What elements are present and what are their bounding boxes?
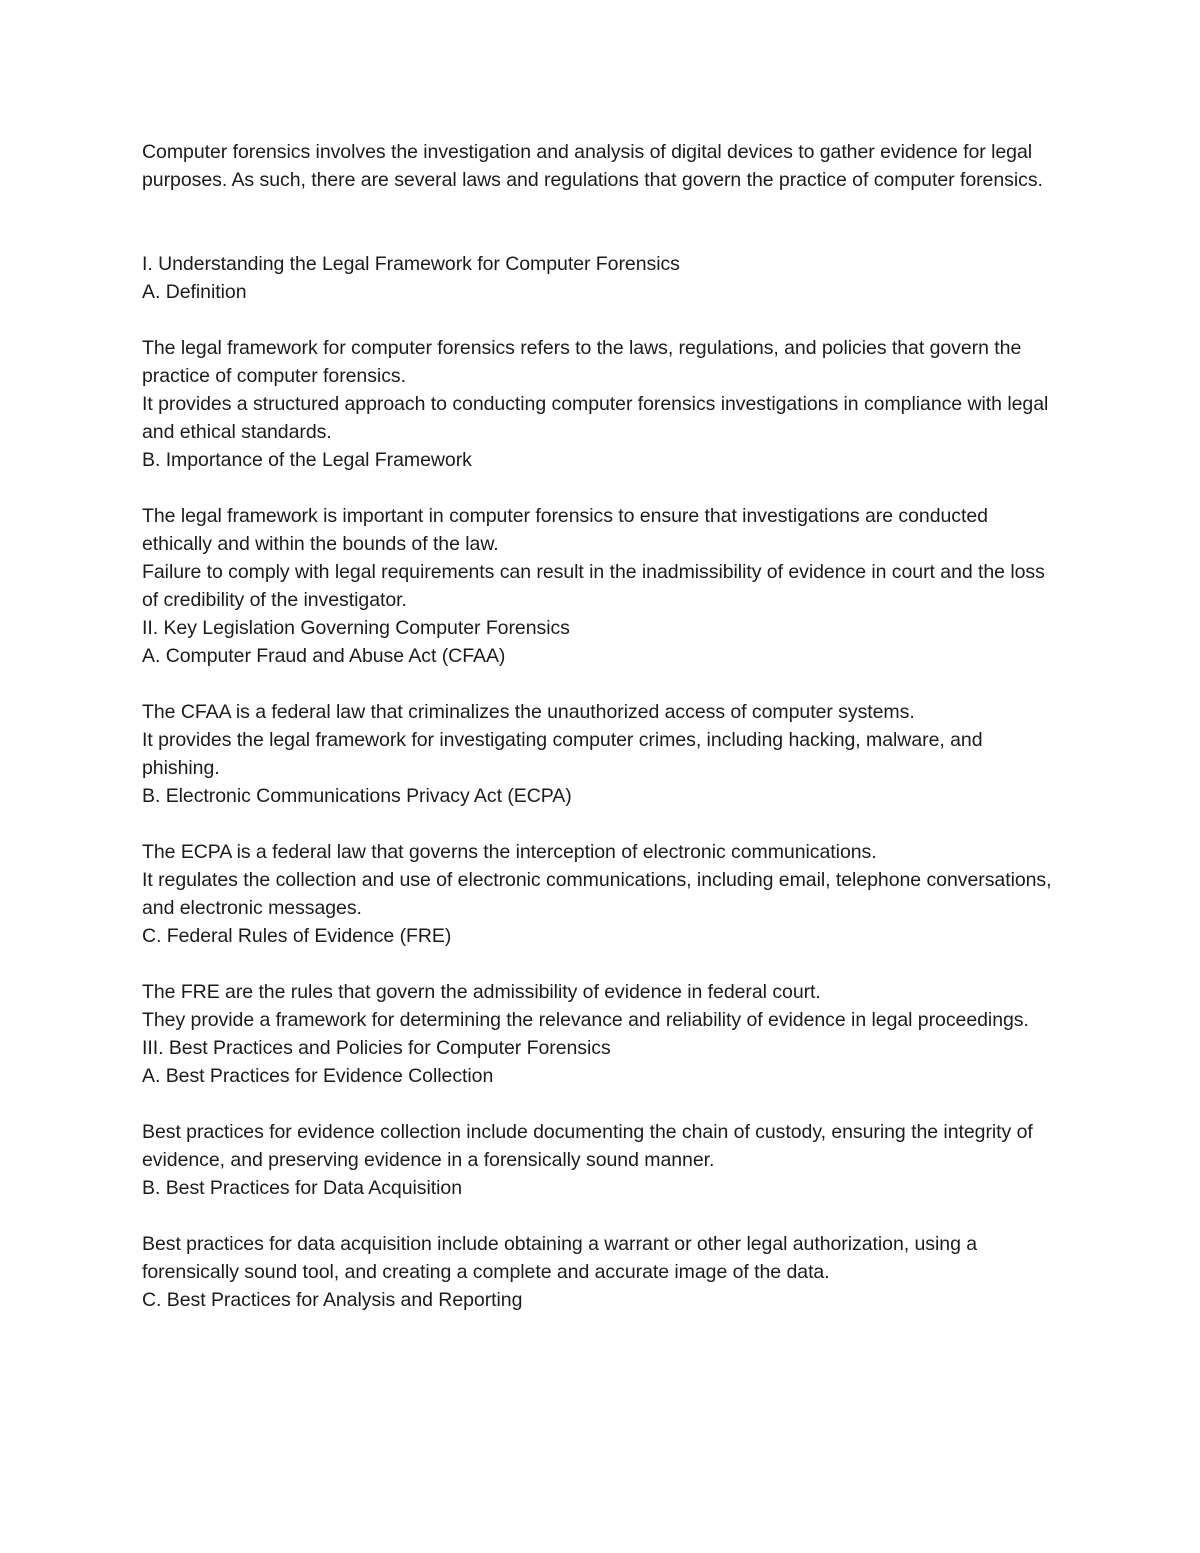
section-3-body-b-block [142,1230,1058,1314]
section-1-body-b-line-2: Failure to comply with legal requirements can result in the inadmissibility of evidence in court and the loss of credibility of the investigator. [142,561,1045,611]
section-2-body-c-block [142,978,1058,1090]
intro-paragraph-block [142,138,1058,194]
section-3-sub-b-heading: B. Best Practices for Data Acquisition [142,1177,462,1199]
section-3-body-a-block [142,1118,1058,1202]
section-1-body-a-line-1: The legal framework for computer forensics refers to the laws, regulations, and policies that govern the practice of computer forensics. [142,337,1022,387]
section-2-body-a-block [142,698,1058,810]
section-3-roman-heading: III. Best Practices and Policies for Computer Forensics [142,1037,611,1059]
section-1-heading-block [142,250,1058,306]
document-body [142,138,1058,1314]
section-3-sub-c-heading: C. Best Practices for Analysis and Reporting [142,1289,523,1311]
section-1-body-a-block [142,334,1058,474]
section-1-sub-b-heading: B. Importance of the Legal Framework [142,449,472,471]
section-1-body-b-block [142,502,1058,670]
section-2-sub-b-heading: B. Electronic Communications Privacy Act (ECPA) [142,785,572,807]
intro-paragraph: Computer forensics involves the investigation and analysis of digital devices to gather evidence for legal purposes. As such, there are several laws and regulations that govern the practice of computer forensics. [142,141,1043,191]
section-2-body-b-block [142,838,1058,950]
section-3-sub-a-heading: A. Best Practices for Evidence Collection [142,1065,494,1087]
section-2-body-b-line-1: The ECPA is a federal law that governs the interception of electronic communications. [142,841,877,863]
section-3-body-b-line-1: Best practices for data acquisition include obtaining a warrant or other legal authorization, using a forensically sound tool, and creating a complete and accurate image of the data. [142,1233,978,1283]
section-1-sub-a-heading: A. Definition [142,281,247,303]
section-2-roman-heading: II. Key Legislation Governing Computer Forensics [142,617,570,639]
section-2-body-b-line-2: It regulates the collection and use of electronic communications, including email, telephone conversations, and electronic messages. [142,869,1052,919]
section-1-body-a-line-2: It provides a structured approach to conducting computer forensics investigations in compliance with legal and ethical standards. [142,393,1049,443]
section-1-roman-heading: I. Understanding the Legal Framework for Computer Forensics [142,253,680,275]
section-2-sub-a-heading: A. Computer Fraud and Abuse Act (CFAA) [142,645,506,667]
section-2-body-c-line-1: The FRE are the rules that govern the admissibility of evidence in federal court. [142,981,821,1003]
section-2-body-a-line-1: The CFAA is a federal law that criminalizes the unauthorized access of computer systems. [142,701,915,723]
section-3-body-a-line-1: Best practices for evidence collection include documenting the chain of custody, ensuring the integrity of evidence, and preserving evidence in a forensically sound manner. [142,1121,1033,1171]
section-2-body-c-line-2: They provide a framework for determining the relevance and reliability of evidence in legal proceedings. [142,1009,1029,1031]
section-2-sub-c-heading: C. Federal Rules of Evidence (FRE) [142,925,452,947]
section-2-body-a-line-2: It provides the legal framework for investigating computer crimes, including hacking, malware, and phishing. [142,729,983,779]
section-1-body-b-line-1: The legal framework is important in computer forensics to ensure that investigations are conducted ethically and within the bounds of the law. [142,505,988,555]
